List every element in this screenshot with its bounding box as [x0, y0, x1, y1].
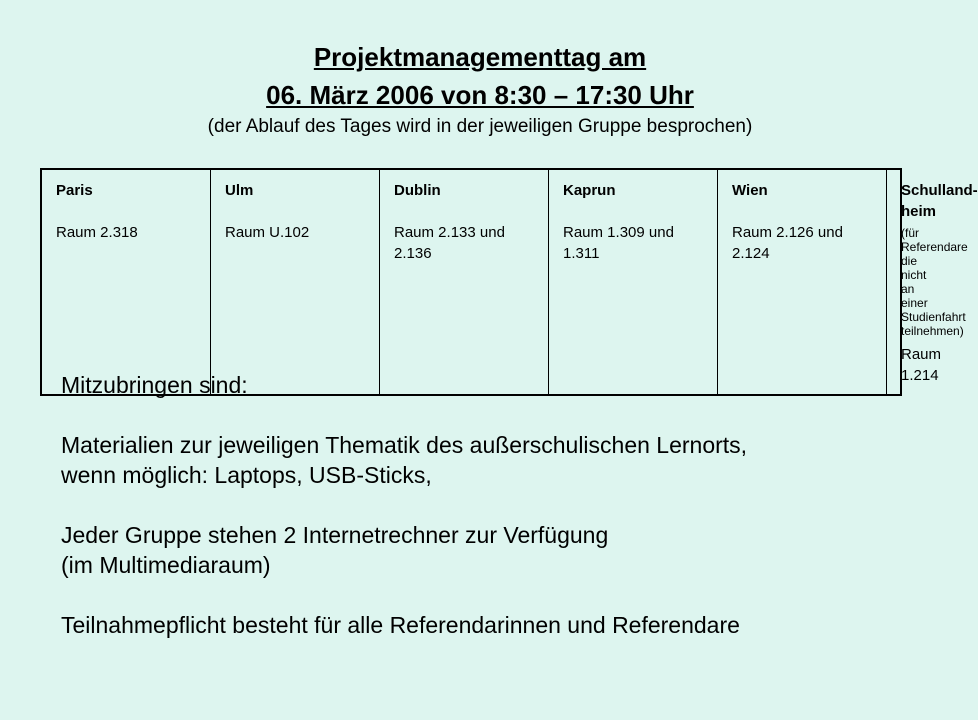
title-line-2: 06. März 2006 von 8:30 – 17:30 Uhr: [266, 80, 694, 110]
group-room: Raum U.102: [225, 224, 310, 241]
group-cell-schullandheim: Schulland-heim (für Referendare die nicht an einer Studienfahrt teilnehmen) Raum 1.214: [887, 169, 902, 395]
group-cell-dublin: [380, 169, 549, 395]
group-cell-wien: [718, 169, 887, 395]
group-room: Raum 1.309 und 1.311: [563, 224, 674, 262]
group-city: Kaprun: [563, 182, 616, 199]
title-line-1: Projektmanagementtag am: [313, 42, 647, 72]
group-city: Wien: [732, 182, 768, 199]
group-room: Raum 2.133 und 2.136: [394, 224, 505, 262]
materials-line-1: Materialien zur jeweiligen Thematik des außerschulischen Lernorts,: [61, 432, 748, 458]
group-cell-kaprun: [549, 169, 718, 395]
attendance-line: Teilnahmepflicht besteht für alle Referendarinnen und Referendare: [61, 612, 740, 638]
info-section: [61, 370, 941, 640]
group-city: Ulm: [225, 182, 254, 199]
group-city: Dublin: [394, 182, 441, 199]
materials-line-2: wenn möglich: Laptops, USB-Sticks,: [61, 462, 432, 488]
group-room: Raum 2.318: [56, 224, 138, 241]
computers-line-2: (im Multimediaraum): [61, 552, 271, 578]
table-row: [41, 169, 901, 395]
rooms-table: [40, 168, 978, 396]
subtitle: (der Ablauf des Tages wird in der jeweiligen Gruppe besprochen): [207, 116, 753, 137]
group-cell-ulm: [211, 169, 380, 395]
group-cell-paris: [41, 169, 211, 395]
title-block: [0, 38, 960, 140]
info-heading: Mitzubringen sind:: [61, 372, 248, 398]
computers-line-1: Jeder Gruppe stehen 2 Internetrechner zur Verfügung: [61, 522, 609, 548]
group-room: Raum 2.126 und 2.124: [732, 224, 843, 262]
group-city: Paris: [56, 182, 93, 199]
